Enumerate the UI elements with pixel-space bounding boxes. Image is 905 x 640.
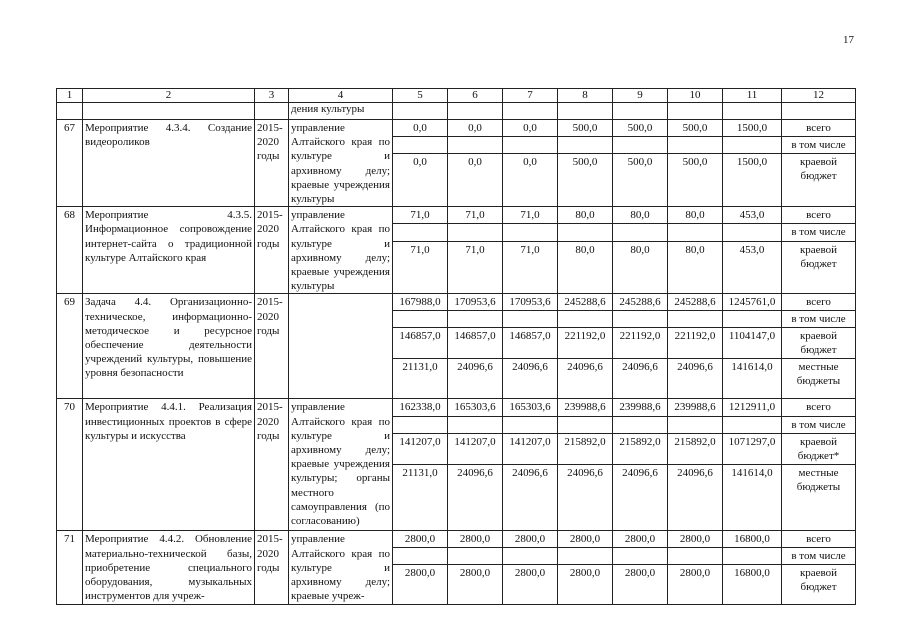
- value-cell: 1071297,0: [723, 434, 782, 465]
- value-cell: 2800,0: [448, 531, 503, 548]
- value-cell: 500,0: [668, 120, 723, 137]
- value-cell: [558, 137, 613, 154]
- value-cell: [558, 548, 613, 565]
- value-cell: [448, 137, 503, 154]
- measure-name: Мероприятие 4.3.4. Создание видеороликов: [83, 120, 255, 207]
- executor-cell: управление Алтайского края по культуре и архивному делу; краевые учреждения культуры; органы местного самоуправления (по согласованию): [289, 399, 393, 531]
- value-cell: 0,0: [393, 120, 448, 137]
- value-cell: [393, 137, 448, 154]
- value-cell: [613, 137, 668, 154]
- value-cell: 141207,0: [393, 434, 448, 465]
- value-cell: 500,0: [558, 120, 613, 137]
- continuation-row: [57, 103, 856, 120]
- value-cell: 1245761,0: [723, 294, 782, 311]
- funding-source: краевой бюджет: [782, 154, 856, 207]
- value-cell: 239988,6: [558, 399, 613, 417]
- years-cell: 2015-2020 годы: [255, 531, 289, 605]
- value-cell: [723, 548, 782, 565]
- value-cell: 170953,6: [448, 294, 503, 311]
- funding-source: в том числе: [782, 224, 856, 241]
- value-cell: [448, 311, 503, 328]
- value-cell: [393, 417, 448, 434]
- value-cell: 71,0: [503, 241, 558, 294]
- value-cell: [668, 224, 723, 241]
- value-cell: 24096,6: [613, 465, 668, 531]
- value-cell: 0,0: [448, 120, 503, 137]
- table-row: [57, 120, 856, 137]
- value-cell: 24096,6: [613, 359, 668, 399]
- executor-cell: управление Алтайского края по культуре и архивному делу; краевые учреж-: [289, 531, 393, 605]
- years-cell: 2015-2020 годы: [255, 207, 289, 294]
- value-cell: [503, 137, 558, 154]
- value-cell: 21131,0: [393, 465, 448, 531]
- value-cell: 1500,0: [723, 120, 782, 137]
- value-cell: 245288,6: [613, 294, 668, 311]
- value-cell: [393, 311, 448, 328]
- value-cell: [503, 548, 558, 565]
- column-number: 8: [558, 89, 613, 103]
- value-cell: 2800,0: [448, 565, 503, 605]
- value-cell: 2800,0: [668, 531, 723, 548]
- value-cell: [558, 311, 613, 328]
- value-cell: 80,0: [668, 241, 723, 294]
- value-cell: [668, 417, 723, 434]
- value-cell: [448, 417, 503, 434]
- value-cell: 2800,0: [558, 565, 613, 605]
- value-cell: 141614,0: [723, 465, 782, 531]
- value-cell: [558, 417, 613, 434]
- value-cell: [613, 311, 668, 328]
- value-cell: 24096,6: [558, 359, 613, 399]
- value-cell: 167988,0: [393, 294, 448, 311]
- value-cell: [393, 224, 448, 241]
- funding-source: всего: [782, 399, 856, 417]
- value-cell: 71,0: [393, 207, 448, 224]
- value-cell: [448, 548, 503, 565]
- value-cell: 24096,6: [668, 465, 723, 531]
- table-row: [57, 531, 856, 548]
- funding-source: краевой бюджет: [782, 241, 856, 294]
- value-cell: [613, 224, 668, 241]
- value-cell: 146857,0: [448, 328, 503, 359]
- value-cell: 2800,0: [613, 565, 668, 605]
- column-number: 2: [83, 89, 255, 103]
- value-cell: 0,0: [448, 154, 503, 207]
- measure-name: Задача 4.4. Организационно-техническое, информационно-методическое и ресурсное обеспечение деятельности учреждений культуры, повышение уровня безопасности: [83, 294, 255, 399]
- value-cell: 146857,0: [393, 328, 448, 359]
- value-cell: 71,0: [393, 241, 448, 294]
- value-cell: 453,0: [723, 207, 782, 224]
- value-cell: 80,0: [613, 207, 668, 224]
- value-cell: 239988,6: [613, 399, 668, 417]
- funding-source: всего: [782, 207, 856, 224]
- row-number: 67: [57, 120, 83, 207]
- value-cell: 21131,0: [393, 359, 448, 399]
- column-number: 9: [613, 89, 668, 103]
- value-cell: [558, 224, 613, 241]
- value-cell: 221192,0: [668, 328, 723, 359]
- measure-name: Мероприятие 4.4.2. Обновление материально-технической базы, приобретение специального оборудования, музыкальных инструментов для учреж-: [83, 531, 255, 605]
- value-cell: 215892,0: [668, 434, 723, 465]
- column-number: 11: [723, 89, 782, 103]
- column-number: 4: [289, 89, 393, 103]
- value-cell: 2800,0: [393, 531, 448, 548]
- value-cell: 141207,0: [503, 434, 558, 465]
- value-cell: 16800,0: [723, 565, 782, 605]
- value-cell: 170953,6: [503, 294, 558, 311]
- executor-cell: управление Алтайского края по культуре и архивному делу; краевые учреждения культуры: [289, 120, 393, 207]
- row-number: 69: [57, 294, 83, 399]
- value-cell: 162338,0: [393, 399, 448, 417]
- value-cell: 221192,0: [613, 328, 668, 359]
- value-cell: 141207,0: [448, 434, 503, 465]
- funding-source: в том числе: [782, 311, 856, 328]
- funding-source: в том числе: [782, 417, 856, 434]
- funding-source: краевой бюджет*: [782, 434, 856, 465]
- value-cell: 80,0: [613, 241, 668, 294]
- value-cell: 239988,6: [668, 399, 723, 417]
- value-cell: 71,0: [448, 207, 503, 224]
- value-cell: 221192,0: [558, 328, 613, 359]
- funding-source: краевой бюджет: [782, 328, 856, 359]
- funding-source: местные бюджеты: [782, 465, 856, 531]
- column-number: 10: [668, 89, 723, 103]
- years-cell: 2015-2020 годы: [255, 399, 289, 531]
- column-number: 1: [57, 89, 83, 103]
- value-cell: [613, 548, 668, 565]
- value-cell: [503, 417, 558, 434]
- value-cell: 24096,6: [448, 359, 503, 399]
- value-cell: 2800,0: [558, 531, 613, 548]
- value-cell: [503, 224, 558, 241]
- value-cell: 1500,0: [723, 154, 782, 207]
- funding-source: в том числе: [782, 548, 856, 565]
- value-cell: 2800,0: [393, 565, 448, 605]
- column-number: 6: [448, 89, 503, 103]
- value-cell: 80,0: [558, 241, 613, 294]
- row-number: 70: [57, 399, 83, 531]
- value-cell: 500,0: [613, 154, 668, 207]
- value-cell: 24096,6: [668, 359, 723, 399]
- value-cell: 245288,6: [668, 294, 723, 311]
- table-row: [57, 399, 856, 417]
- funding-source: в том числе: [782, 137, 856, 154]
- value-cell: [448, 224, 503, 241]
- funding-source: всего: [782, 120, 856, 137]
- value-cell: 71,0: [448, 241, 503, 294]
- value-cell: 1212911,0: [723, 399, 782, 417]
- funding-source: местные бюджеты: [782, 359, 856, 399]
- value-cell: 500,0: [558, 154, 613, 207]
- value-cell: [613, 417, 668, 434]
- years-cell: 2015-2020 годы: [255, 120, 289, 207]
- budget-table: [56, 88, 856, 605]
- value-cell: 146857,0: [503, 328, 558, 359]
- value-cell: [668, 311, 723, 328]
- column-number-row: [57, 89, 856, 103]
- value-cell: 165303,6: [448, 399, 503, 417]
- value-cell: 0,0: [503, 120, 558, 137]
- value-cell: [723, 417, 782, 434]
- value-cell: 453,0: [723, 241, 782, 294]
- value-cell: 71,0: [503, 207, 558, 224]
- column-number: 12: [782, 89, 856, 103]
- value-cell: 215892,0: [613, 434, 668, 465]
- value-cell: [393, 548, 448, 565]
- executor-cell: [289, 294, 393, 399]
- table-row: [57, 294, 856, 311]
- value-cell: 500,0: [668, 154, 723, 207]
- column-number: 5: [393, 89, 448, 103]
- funding-source: всего: [782, 531, 856, 548]
- measure-name: Мероприятие 4.3.5. Информационное сопровождение интернет-сайта о традиционной культуре Алтайского края: [83, 207, 255, 294]
- value-cell: [723, 137, 782, 154]
- column-number: 7: [503, 89, 558, 103]
- table-row: [57, 207, 856, 224]
- value-cell: 24096,6: [503, 359, 558, 399]
- value-cell: 215892,0: [558, 434, 613, 465]
- value-cell: 2800,0: [613, 531, 668, 548]
- value-cell: 1104147,0: [723, 328, 782, 359]
- value-cell: 2800,0: [503, 565, 558, 605]
- value-cell: [668, 137, 723, 154]
- value-cell: 80,0: [558, 207, 613, 224]
- value-cell: 0,0: [393, 154, 448, 207]
- value-cell: 500,0: [613, 120, 668, 137]
- value-cell: 2800,0: [503, 531, 558, 548]
- value-cell: 0,0: [503, 154, 558, 207]
- value-cell: 141614,0: [723, 359, 782, 399]
- executor-cell: дения культуры: [289, 103, 393, 120]
- value-cell: 80,0: [668, 207, 723, 224]
- value-cell: 24096,6: [448, 465, 503, 531]
- page-number: 17: [843, 34, 854, 46]
- value-cell: [668, 548, 723, 565]
- column-number: 3: [255, 89, 289, 103]
- measure-name: Мероприятие 4.4.1. Реализация инвестиционных проектов в сфере культуры и искусства: [83, 399, 255, 531]
- funding-source: всего: [782, 294, 856, 311]
- value-cell: 24096,6: [558, 465, 613, 531]
- value-cell: [723, 224, 782, 241]
- funding-source: краевой бюджет: [782, 565, 856, 605]
- value-cell: 24096,6: [503, 465, 558, 531]
- value-cell: 165303,6: [503, 399, 558, 417]
- value-cell: 245288,6: [558, 294, 613, 311]
- value-cell: 2800,0: [668, 565, 723, 605]
- value-cell: 16800,0: [723, 531, 782, 548]
- years-cell: 2015-2020 годы: [255, 294, 289, 399]
- executor-cell: управление Алтайского края по культуре и архивному делу; краевые учреждения культуры: [289, 207, 393, 294]
- value-cell: [723, 311, 782, 328]
- row-number: 71: [57, 531, 83, 605]
- value-cell: [503, 311, 558, 328]
- row-number: 68: [57, 207, 83, 294]
- budget-table-container: [56, 88, 856, 605]
